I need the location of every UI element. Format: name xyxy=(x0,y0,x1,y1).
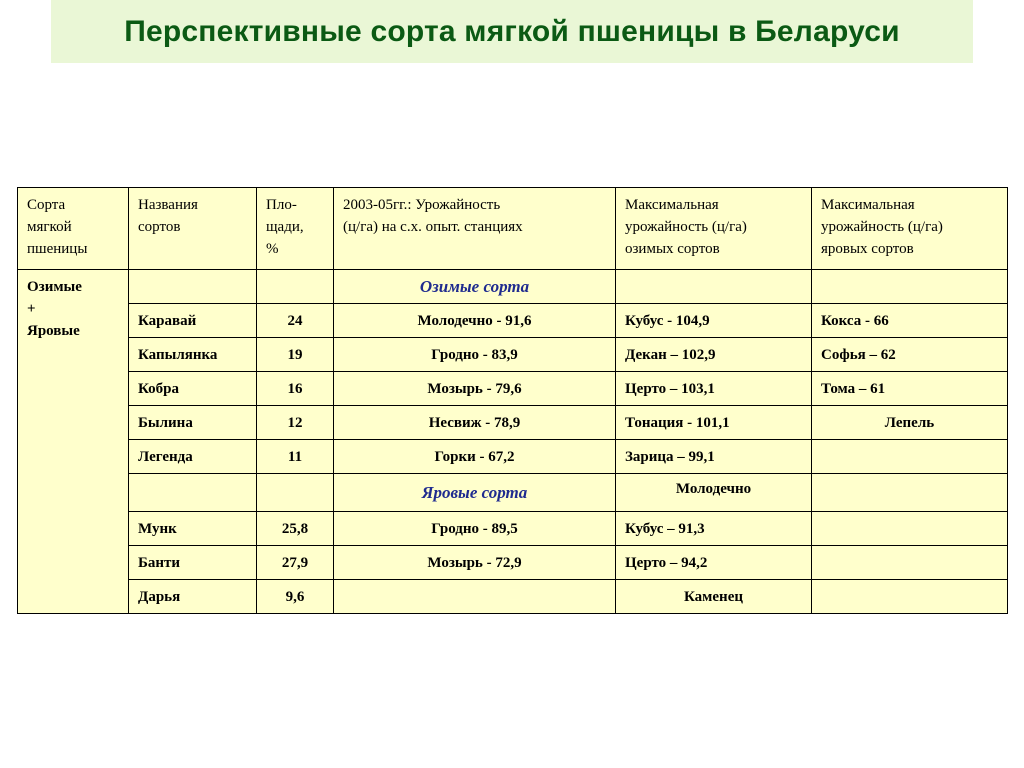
header-cell-area: Пло- щади, % xyxy=(257,188,334,270)
table-row: Дарья 9,6 Каменец xyxy=(18,580,1008,614)
winter-varieties-label: Озимые сорта xyxy=(334,270,616,304)
header-cell-max-winter: Максимальная урожайность (ц/га) озимых сортов xyxy=(616,188,812,270)
table-row: Мунк 25,8 Гродно - 89,5 Кубус – 91,3 xyxy=(18,512,1008,546)
header-cell-max-spring: Максимальная урожайность (ц/га) яровых сортов xyxy=(812,188,1008,270)
page-title: Перспективные сорта мягкой пшеницы в Беларуси xyxy=(124,14,900,48)
table-row: Каравай 24 Молодечно - 91,6 Кубус - 104,9 Кокса - 66 xyxy=(18,304,1008,338)
table-row: Банти 27,9 Мозырь - 72,9 Церто – 94,2 xyxy=(18,546,1008,580)
group-label-cell: Озимые + Яровые xyxy=(18,270,129,614)
table-row: Кобра 16 Мозырь - 79,6 Церто – 103,1 Тома – 61 xyxy=(18,372,1008,406)
table-row: Былина 12 Несвиж - 78,9 Тонация - 101,1 Лепель xyxy=(18,406,1008,440)
spring-section-row: Яровые сорта Молодечно xyxy=(18,474,1008,512)
table-row: Легенда 11 Горки - 67,2 Зарица – 99,1 xyxy=(18,440,1008,474)
header-cell-names: Названия сортов xyxy=(129,188,257,270)
wheat-varieties-table xyxy=(17,187,1008,614)
table-row: Капылянка 19 Гродно - 83,9 Декан – 102,9 Софья – 62 xyxy=(18,338,1008,372)
header-cell-yield: 2003-05гг.: Урожайность (ц/га) на с.х. опыт. станциях xyxy=(334,188,616,270)
winter-section-row xyxy=(18,270,1008,304)
spring-varieties-label: Яровые сорта xyxy=(334,474,616,512)
header-cell-varieties: Сорта мягкой пшеницы xyxy=(18,188,129,270)
table-header-row xyxy=(18,188,1008,270)
title-banner xyxy=(51,0,973,63)
